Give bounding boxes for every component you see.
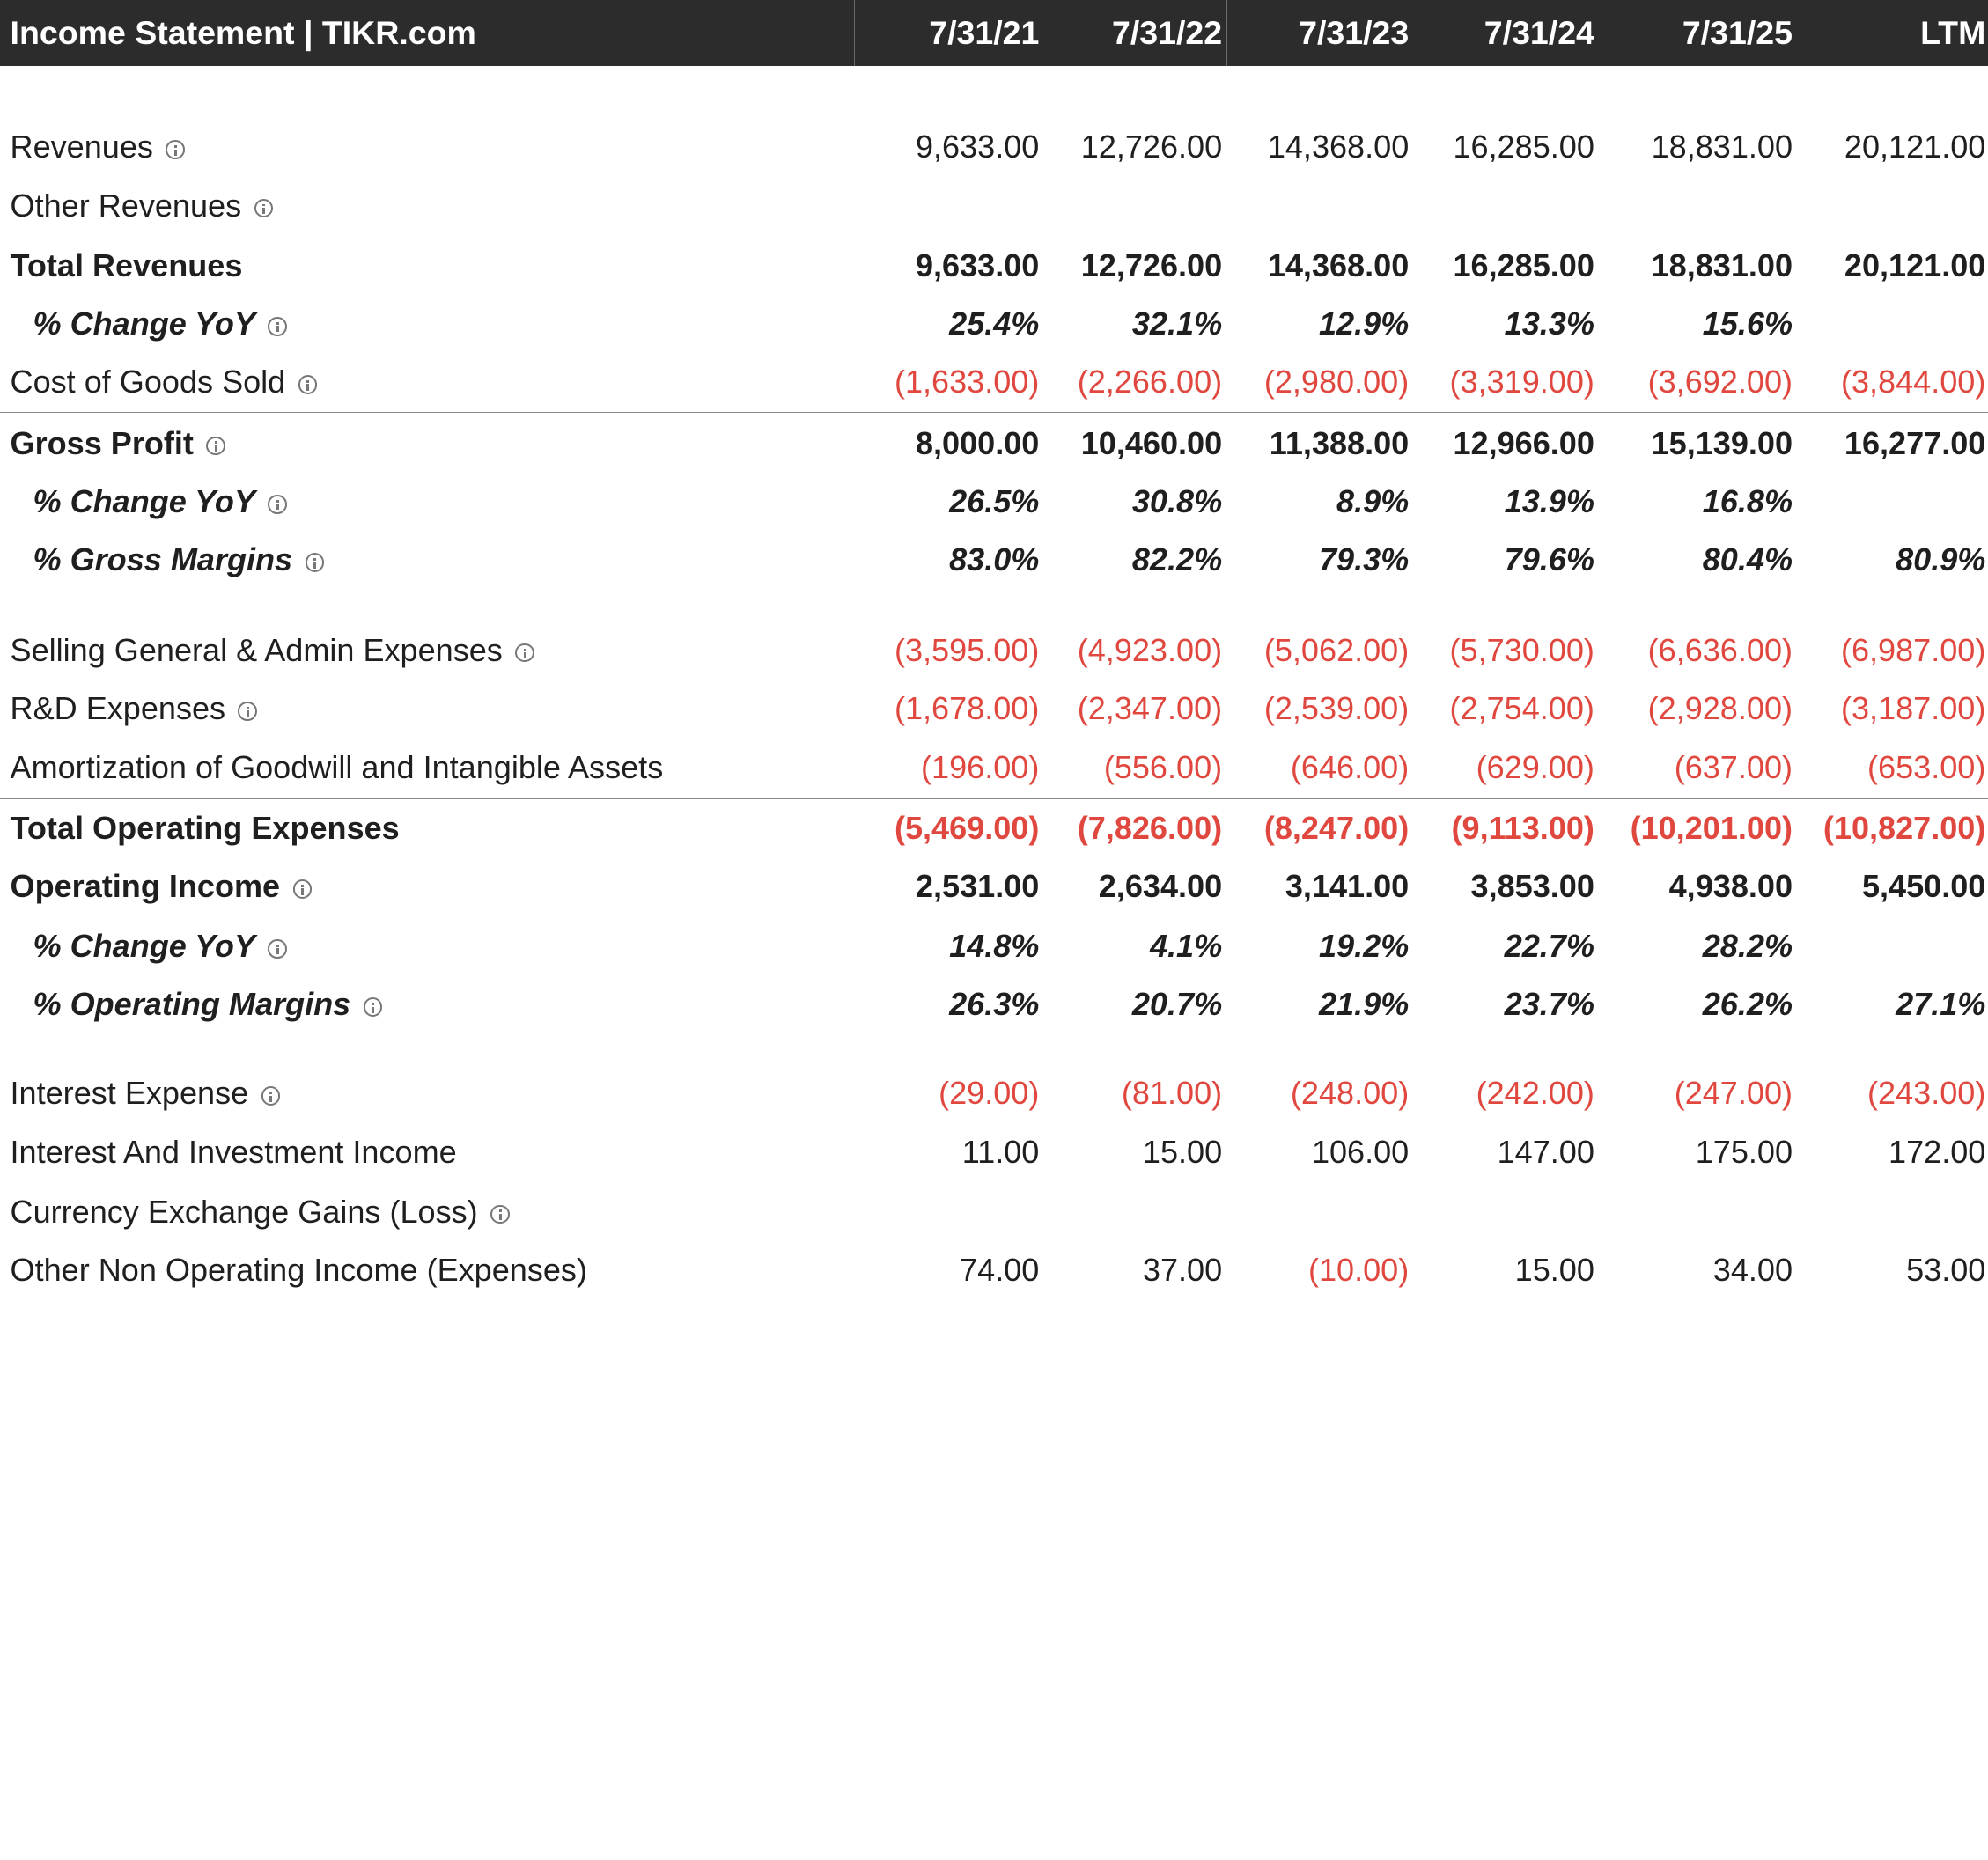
value-cell: 172.00 (1889, 1133, 1986, 1170)
value-cell: 12,726.00 (1080, 246, 1223, 283)
value-cell: (3,187.00) (1840, 690, 1986, 727)
value-cell: 4.1% (1149, 928, 1223, 965)
value-cell: 14,368.00 (1267, 129, 1410, 165)
column-separator (854, 0, 855, 66)
value-cell: (10,827.00) (1822, 809, 1986, 846)
info-icon[interactable] (268, 495, 287, 514)
value-cell: (1,633.00) (894, 364, 1040, 401)
table-row (0, 742, 1988, 793)
value-cell: 13.3% (1504, 305, 1594, 342)
value-cell: 11,388.00 (1269, 424, 1410, 461)
value-cell: 8.9% (1336, 482, 1410, 519)
info-icon[interactable] (293, 879, 313, 899)
info-icon[interactable] (268, 939, 287, 959)
row-label-cell (0, 1252, 854, 1289)
info-icon[interactable] (490, 1205, 510, 1224)
row-label-cell (0, 1134, 854, 1171)
value-cell: (29.00) (939, 1075, 1040, 1112)
value-cell: (6,636.00) (1647, 631, 1793, 668)
table-row (0, 534, 1988, 585)
value-cell: 12.9% (1318, 305, 1410, 342)
value-cell: (81.00) (1121, 1075, 1223, 1112)
value-cell: 16,285.00 (1453, 129, 1594, 165)
value-cell: 3,853.00 (1470, 868, 1594, 905)
value-cell: 28.2% (1702, 928, 1793, 965)
value-cell: 15.00 (1514, 1251, 1594, 1288)
value-cell: 16,277.00 (1844, 424, 1986, 461)
value-cell: 8,000.00 (915, 424, 1040, 461)
table-row (0, 1127, 1988, 1178)
value-cell: 79.3% (1318, 541, 1410, 578)
row-label: % Change YoY (33, 928, 256, 965)
row-label: Total Revenues (10, 246, 243, 283)
value-cell: 82.2% (1131, 541, 1223, 578)
row-label-cell (0, 305, 854, 342)
value-cell: (4,923.00) (1077, 631, 1223, 668)
row-label: Interest And Investment Income (10, 1133, 457, 1170)
value-cell: 23.7% (1504, 986, 1594, 1023)
value-cell: (1,678.00) (894, 690, 1040, 727)
info-icon[interactable] (254, 199, 274, 218)
value-cell: 26.2% (1702, 986, 1793, 1023)
value-cell: 18,831.00 (1651, 129, 1793, 165)
value-cell: 9,633.00 (915, 246, 1040, 283)
row-label: Amortization of Goodwill and Intangible Assets (10, 748, 664, 785)
value-cell: 19.2% (1318, 928, 1410, 965)
value-cell: 16,285.00 (1453, 246, 1594, 283)
value-cell: 10,460.00 (1080, 424, 1223, 461)
value-cell: (2,539.00) (1263, 690, 1410, 727)
table-row (0, 180, 1988, 232)
value-cell: 2,531.00 (915, 868, 1040, 905)
value-cell: 83.0% (949, 541, 1040, 578)
value-cell: 9,633.00 (915, 129, 1040, 165)
table-row (0, 240, 1988, 291)
value-cell: (2,754.00) (1449, 690, 1594, 727)
row-label-cell (0, 1194, 854, 1231)
value-cell: (3,595.00) (894, 631, 1040, 668)
value-cell: (5,730.00) (1449, 631, 1594, 668)
row-label: Cost of Goods Sold (10, 364, 286, 401)
row-label-cell (0, 483, 854, 520)
value-cell: 30.8% (1131, 482, 1223, 519)
value-cell: 175.00 (1695, 1133, 1793, 1170)
value-cell: 32.1% (1131, 305, 1223, 342)
table-row (0, 476, 1988, 527)
row-label: Currency Exchange Gains (Loss) (10, 1193, 478, 1230)
info-icon[interactable] (268, 317, 287, 336)
value-cell: 79.6% (1504, 541, 1594, 578)
row-label-cell (0, 425, 854, 462)
row-label: Other Revenues (10, 187, 242, 224)
value-cell: (10,201.00) (1630, 809, 1793, 846)
row-label-cell (0, 129, 854, 165)
value-cell: (556.00) (1103, 748, 1223, 785)
value-cell: (248.00) (1290, 1075, 1410, 1112)
table-row (0, 298, 1988, 349)
value-cell: 5,450.00 (1861, 868, 1986, 905)
value-cell: 11.00 (961, 1133, 1040, 1170)
value-cell: (653.00) (1867, 748, 1986, 785)
row-label: Other Non Operating Income (Expenses) (10, 1251, 587, 1288)
value-cell: 26.3% (949, 986, 1040, 1023)
value-cell: 4,938.00 (1668, 868, 1793, 905)
row-label: Selling General & Admin Expenses (10, 631, 503, 668)
value-cell: 16.8% (1702, 482, 1793, 519)
value-cell: 14,368.00 (1267, 246, 1410, 283)
table-row (0, 1187, 1988, 1238)
info-icon[interactable] (515, 643, 534, 663)
table-row (0, 1069, 1988, 1120)
row-label: % Operating Margins (33, 986, 351, 1023)
value-cell: 106.00 (1311, 1133, 1410, 1170)
row-label-cell (0, 187, 854, 224)
table-row (0, 861, 1988, 912)
info-icon[interactable] (166, 140, 185, 159)
row-label: Total Operating Expenses (10, 809, 400, 846)
table-row (0, 357, 1988, 408)
value-cell: 2,634.00 (1098, 868, 1223, 905)
value-cell: 21.9% (1318, 986, 1410, 1023)
row-label: % Change YoY (33, 482, 256, 519)
value-cell: 27.1% (1896, 986, 1986, 1023)
value-cell: (3,692.00) (1647, 364, 1793, 401)
value-cell: 3,141.00 (1285, 868, 1410, 905)
value-cell: 20,121.00 (1844, 129, 1986, 165)
row-divider (0, 412, 1988, 413)
row-label-cell (0, 928, 854, 965)
value-cell: 20.7% (1131, 986, 1223, 1023)
value-cell: (6,987.00) (1840, 631, 1986, 668)
row-label: Operating Income (10, 868, 281, 905)
value-cell: (2,347.00) (1077, 690, 1223, 727)
column-header[interactable]: 7/31/25 (1682, 14, 1793, 52)
row-label: Gross Profit (10, 424, 194, 461)
row-label: Interest Expense (10, 1075, 249, 1112)
row-label-cell (0, 1075, 854, 1112)
value-cell: 18,831.00 (1651, 246, 1793, 283)
value-cell: 14.8% (949, 928, 1040, 965)
value-cell: (7,826.00) (1077, 809, 1223, 846)
value-cell: 13.9% (1504, 482, 1594, 519)
row-label-cell (0, 541, 854, 578)
value-cell: (3,319.00) (1449, 364, 1594, 401)
info-icon[interactable] (364, 997, 383, 1017)
row-label-cell (0, 364, 854, 401)
value-cell: (242.00) (1476, 1075, 1594, 1112)
row-label-cell (0, 632, 854, 669)
value-cell: (3,844.00) (1840, 364, 1986, 401)
value-cell: (2,266.00) (1077, 364, 1223, 401)
table-title: Income Statement | TIKR.com (10, 14, 476, 52)
value-cell: 26.5% (949, 482, 1040, 519)
table-header (0, 0, 1988, 66)
info-icon[interactable] (298, 375, 318, 394)
info-icon[interactable] (206, 437, 225, 456)
value-cell: 80.9% (1896, 541, 1986, 578)
table-row (0, 625, 1988, 676)
column-header[interactable]: 7/31/21 (929, 14, 1040, 52)
value-cell: 15,139.00 (1651, 424, 1793, 461)
value-cell: (637.00) (1674, 748, 1793, 785)
table-row (0, 683, 1988, 734)
value-cell: (243.00) (1867, 1075, 1986, 1112)
value-cell: 20,121.00 (1844, 246, 1986, 283)
row-label-cell (0, 810, 854, 847)
row-label: R&D Expenses (10, 690, 226, 727)
table-row (0, 122, 1988, 173)
value-cell: 37.00 (1142, 1251, 1223, 1288)
row-label-cell (0, 749, 854, 786)
value-cell: (646.00) (1290, 748, 1410, 785)
row-label: Revenues (10, 129, 153, 165)
value-cell: 15.00 (1142, 1133, 1223, 1170)
info-icon[interactable] (261, 1086, 281, 1106)
column-header[interactable]: LTM (1920, 14, 1986, 52)
value-cell: (5,062.00) (1263, 631, 1410, 668)
value-cell: (629.00) (1476, 748, 1594, 785)
value-cell: (2,980.00) (1263, 364, 1410, 401)
value-cell: 25.4% (949, 305, 1040, 342)
value-cell: 80.4% (1702, 541, 1793, 578)
value-cell: 147.00 (1497, 1133, 1594, 1170)
value-cell: (247.00) (1674, 1075, 1793, 1112)
column-header[interactable]: 7/31/24 (1484, 14, 1594, 52)
column-header[interactable]: 7/31/23 (1299, 14, 1410, 52)
table-row (0, 980, 1988, 1031)
table-row (0, 803, 1988, 854)
value-cell: (5,469.00) (894, 809, 1040, 846)
value-cell: (2,928.00) (1647, 690, 1793, 727)
row-label-cell (0, 247, 854, 284)
value-cell: 34.00 (1712, 1251, 1793, 1288)
table-row (0, 418, 1988, 469)
row-label-cell (0, 986, 854, 1023)
row-label-cell (0, 690, 854, 727)
value-cell: 15.6% (1702, 305, 1793, 342)
info-icon[interactable] (238, 702, 257, 721)
row-label: % Change YoY (33, 305, 256, 342)
value-cell: 53.00 (1906, 1251, 1986, 1288)
value-cell: 12,966.00 (1453, 424, 1594, 461)
value-cell: (9,113.00) (1451, 809, 1594, 846)
value-cell: 12,726.00 (1080, 129, 1223, 165)
info-icon[interactable] (306, 553, 325, 572)
value-cell: 74.00 (960, 1251, 1040, 1288)
value-cell: 22.7% (1504, 928, 1594, 965)
row-label-cell (0, 868, 854, 905)
table-row (0, 921, 1988, 972)
value-cell: (10.00) (1307, 1251, 1410, 1288)
column-header[interactable]: 7/31/22 (1112, 14, 1223, 52)
value-cell: (8,247.00) (1263, 809, 1410, 846)
table-row (0, 1245, 1988, 1296)
row-label: % Gross Margins (33, 541, 293, 578)
value-cell: (196.00) (921, 748, 1040, 785)
